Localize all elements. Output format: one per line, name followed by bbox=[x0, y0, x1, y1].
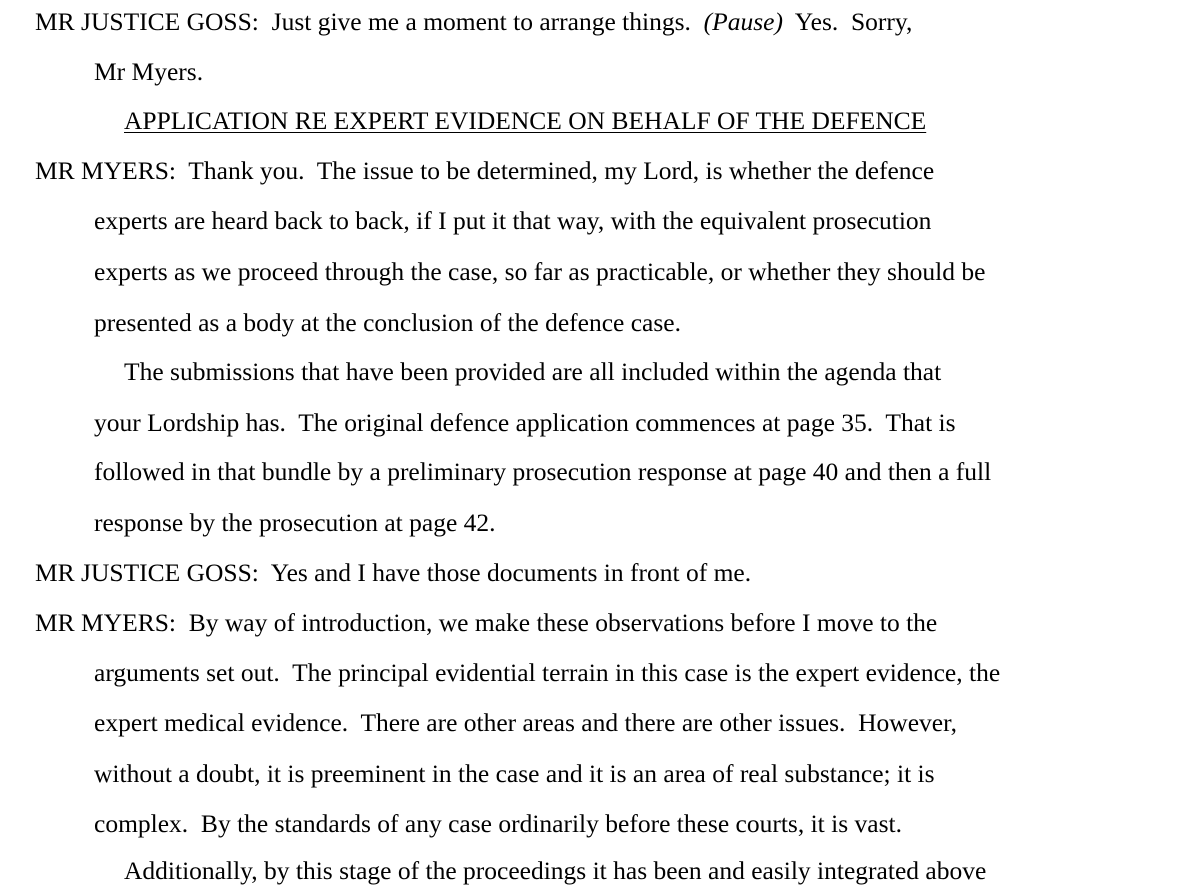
transcript-line: Mr Myers. bbox=[94, 57, 204, 86]
transcript-line: experts are heard back to back, if I put it that way, with the equivalent prosecution bbox=[94, 206, 932, 235]
transcript-line: The submissions that have been provided are all included within the agenda that bbox=[124, 357, 942, 386]
transcript-line: response by the prosecution at page 42. bbox=[94, 508, 496, 537]
transcript-line: arguments set out. The principal evidential terrain in this case is the expert evidence, the bbox=[94, 658, 1001, 687]
transcript-line bbox=[35, 558, 751, 588]
transcript-line: presented as a body at the conclusion of the defence case. bbox=[94, 308, 681, 337]
speech-text: Yes and I have those documents in front of me. bbox=[270, 558, 752, 587]
transcript-line: Additionally, by this stage of the proceedings it has been and easily integrated above bbox=[124, 856, 987, 885]
speech-text: By way of introduction, we make these observations before I move to the bbox=[188, 608, 938, 637]
transcript-line: complex. By the standards of any case ordinarily before these courts, it is vast. bbox=[94, 809, 902, 838]
transcript-line bbox=[35, 156, 934, 186]
speaker-label: MR JUSTICE GOSS: bbox=[35, 558, 259, 587]
speech-text: Yes. Sorry, bbox=[794, 7, 913, 36]
transcript-line: experts as we proceed through the case, so far as practicable, or whether they should be bbox=[94, 257, 986, 286]
transcript-line bbox=[35, 7, 912, 37]
speaker-label: MR JUSTICE GOSS: bbox=[35, 7, 259, 36]
cropped-line-container bbox=[0, 848, 1178, 885]
speech-text: Thank you. The issue to be determined, my Lord, is whether the defence bbox=[188, 156, 935, 185]
speech-text: Just give me a moment to arrange things. bbox=[271, 7, 691, 36]
transcript-line: without a doubt, it is preeminent in the case and it is an area of real substance; it is bbox=[94, 759, 935, 788]
transcript-line: followed in that bundle by a preliminary prosecution response at page 40 and then a full bbox=[94, 457, 992, 486]
transcript-line bbox=[35, 608, 937, 638]
section-heading: APPLICATION RE EXPERT EVIDENCE ON BEHALF OF THE DEFENCE bbox=[124, 106, 927, 135]
transcript-line: your Lordship has. The original defence application commences at page 35. That is bbox=[94, 408, 956, 437]
transcript-line: expert medical evidence. There are other areas and there are other issues. However, bbox=[94, 708, 957, 737]
speaker-label: MR MYERS: bbox=[35, 156, 176, 185]
stage-direction: (Pause) bbox=[703, 7, 783, 36]
speaker-label: MR MYERS: bbox=[35, 608, 176, 637]
